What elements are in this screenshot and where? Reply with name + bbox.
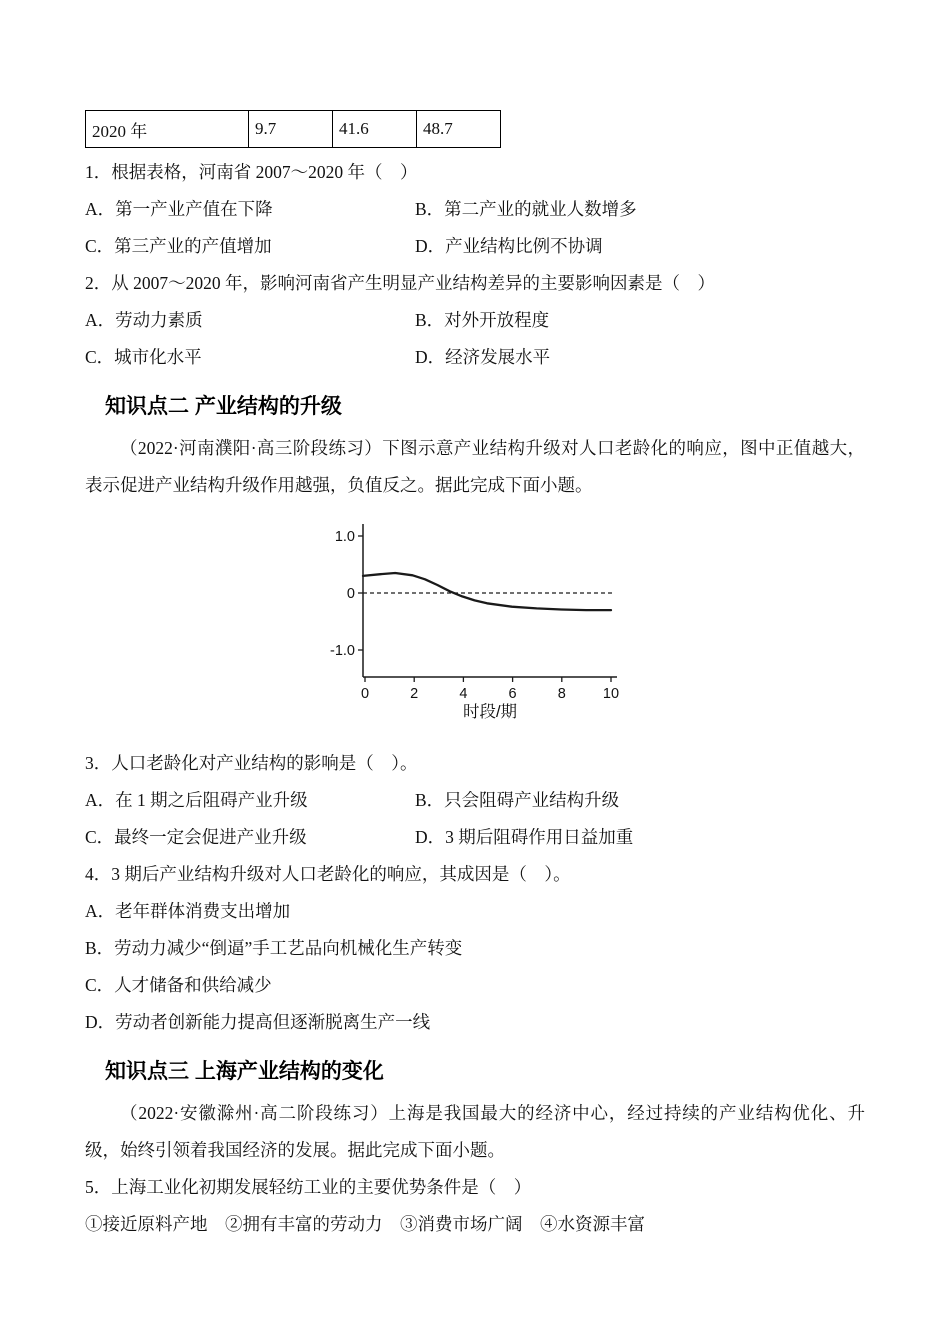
question-4-option-a: A．老年群体消费支出增加	[85, 901, 291, 921]
question-group-intro-3: （2022·安徽滁州·高二阶段练习）上海是我国最大的经济中心，经过持续的产业结构优化、升级，始终引领着我国经济的发展。据此完成下面小题。	[85, 1103, 865, 1160]
question-2-option-d: D．经济发展水平	[415, 347, 551, 367]
x-tick-label: 6	[508, 686, 517, 702]
table-cell-primary: 9.7	[249, 111, 333, 148]
question-2-stem: 2．从 2007～2020 年，影响河南省产生明显产业结构差异的主要影响因素是（ ）	[85, 273, 715, 293]
question-3-option-a: A．在 1 期之后阻碍产业升级	[85, 790, 308, 810]
question-3-option-d: D．3 期后阻碍作用日益加重	[415, 827, 634, 847]
section-heading-2: 知识点二 产业结构的升级	[105, 395, 342, 418]
question-group-intro-2: （2022·河南濮阳·高三阶段练习）下图示意产业结构升级对人口老龄化的响应，图中正值越大，表示促进产业结构升级作用越强，负值反之。据此完成下面小题。	[85, 438, 865, 495]
table-cell-tertiary: 48.7	[417, 111, 501, 148]
question-3-option-b: B．只会阻碍产业结构升级	[415, 790, 620, 810]
y-tick-label: 0	[346, 586, 355, 602]
table-row	[86, 111, 501, 148]
table-cell-year: 2020 年	[86, 111, 249, 148]
table-cell-secondary: 41.6	[333, 111, 417, 148]
question-1-option-a: A．第一产业产值在下降	[85, 199, 273, 219]
industry-structure-table	[85, 110, 501, 148]
section-heading-3: 知识点三 上海产业结构的变化	[105, 1060, 384, 1083]
question-3-options	[85, 782, 865, 856]
question-1-option-d: D．产业结构比例不协调	[415, 236, 603, 256]
y-tick-label: 1.0	[334, 529, 355, 545]
x-axis-title: 时段/期	[462, 703, 518, 720]
y-tick-label: -1.0	[330, 643, 355, 659]
question-3-stem: 3．人口老龄化对产业结构的影响是（ ）。	[85, 753, 418, 773]
question-2-option-a: A．劳动力素质	[85, 310, 203, 330]
question-4-option-b: B．劳动力减少“倒逼”手工艺品向机械化生产转变	[85, 938, 463, 958]
question-3-option-c: C．最终一定会促进产业升级	[85, 827, 307, 847]
x-tick-label: 10	[602, 686, 620, 702]
question-2-option-c: C．城市化水平	[85, 347, 202, 367]
aging-response-chart	[317, 516, 637, 725]
question-4-stem: 4．3 期后产业结构升级对人口老龄化的响应，其成因是（ ）。	[85, 864, 571, 884]
question-4-option-c: C．人才储备和供给减少	[85, 975, 272, 995]
x-tick-label: 2	[410, 686, 419, 702]
question-2-options	[85, 302, 865, 376]
question-1-option-b: B．第二产业的就业人数增多	[415, 199, 637, 219]
chart-curve	[363, 573, 611, 610]
question-4-option-d: D．劳动者创新能力提高但逐渐脱离生产一线	[85, 1012, 431, 1032]
question-1-stem: 1．根据表格，河南省 2007～2020 年（ ）	[85, 162, 418, 182]
x-tick-label: 4	[459, 686, 468, 702]
x-tick-label: 0	[360, 686, 370, 702]
question-2-option-b: B．对外开放程度	[415, 310, 550, 330]
question-5-numbered-options-line: ①接近原料产地 ②拥有丰富的劳动力 ③消费市场广阔 ④水资源丰富	[85, 1214, 645, 1234]
question-1-options	[85, 191, 865, 265]
x-tick-label: 8	[557, 686, 566, 702]
question-4-options	[85, 893, 865, 1041]
question-1-option-c: C．第三产业的产值增加	[85, 236, 272, 256]
question-5-stem: 5．上海工业化初期发展轻纺工业的主要优势条件是（ ）	[85, 1177, 532, 1197]
chart-svg	[317, 516, 637, 720]
